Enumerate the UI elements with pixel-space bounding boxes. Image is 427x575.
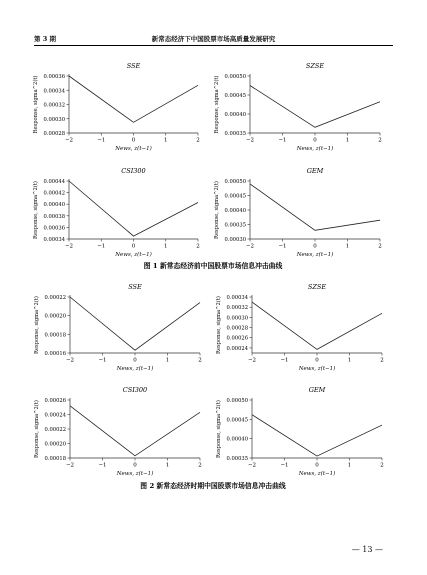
x-tick-label: 1 [345, 137, 350, 144]
x-tick-label: 1 [165, 462, 170, 469]
y-tick-label: 0.00035 [224, 131, 246, 137]
x-tick-label: 0 [315, 357, 319, 364]
series-line [250, 184, 380, 230]
x-tick-label: 1 [345, 243, 350, 250]
x-tick-label: 2 [380, 462, 384, 469]
chart-szse-fig1 [213, 62, 382, 152]
x-tick-label: 0 [133, 357, 137, 364]
y-axis-label: Response, sigma^2(t) [33, 75, 39, 134]
x-tick-label: −2 [65, 357, 75, 364]
y-tick-label: 0.00035 [224, 222, 246, 229]
x-axis-label: News, z(t−1) [116, 366, 154, 372]
x-tick-label: 1 [164, 137, 168, 144]
series-line [250, 86, 380, 128]
y-axis-label: Response, sigma^2(t) [34, 400, 40, 458]
x-tick-label: 1 [347, 462, 352, 469]
x-axis-label: News, z(t−1) [298, 471, 336, 477]
chart-gem-fig2 [215, 386, 384, 477]
x-axis-label: News, z(t−1) [298, 366, 336, 372]
y-tick-label: 0.00034 [226, 295, 248, 301]
x-tick-label: −1 [98, 462, 107, 469]
x-tick-label: −1 [98, 357, 107, 364]
x-tick-label: −1 [280, 357, 289, 364]
x-tick-label: 2 [196, 243, 200, 250]
chart-title: SSE [126, 62, 141, 70]
y-tick-label: 0.00050 [224, 179, 246, 185]
x-tick-label: 1 [164, 243, 168, 250]
y-tick-label: 0.00040 [224, 208, 246, 214]
page-number: — 13 — [351, 545, 383, 554]
y-tick-label: 0.00028 [43, 131, 65, 137]
x-tick-label: −2 [65, 462, 75, 469]
x-tick-label: 2 [378, 243, 382, 250]
y-tick-label: 0.00040 [226, 436, 248, 443]
x-tick-label: −1 [280, 462, 289, 469]
y-tick-label: 0.00045 [224, 93, 246, 99]
chart-sse-fig1 [32, 62, 200, 152]
y-tick-label: 0.00018 [44, 456, 66, 462]
x-tick-label: 2 [198, 462, 202, 469]
series-line [70, 297, 200, 350]
chart-title: SZSE [307, 283, 327, 291]
y-tick-label: 0.00024 [44, 412, 66, 419]
y-tick-label: 0.00030 [224, 237, 246, 243]
y-tick-label: 0.00050 [226, 398, 248, 404]
figure-caption-2: 图 2 新常态经济时期中国股票市场信息冲击曲线 [140, 482, 286, 490]
y-tick-label: 0.00045 [224, 193, 246, 200]
x-tick-label: 0 [313, 137, 317, 144]
y-tick-label: 0.00036 [43, 225, 65, 232]
y-axis-label: Response, sigma^2(t) [214, 75, 220, 134]
y-tick-label: 0.00022 [44, 295, 66, 301]
x-tick-label: −2 [245, 137, 255, 144]
y-axis-label: Response, sigma^2(t) [214, 181, 220, 239]
y-tick-label: 0.00035 [226, 456, 248, 462]
x-tick-label: 2 [378, 137, 382, 144]
y-tick-label: 0.00036 [43, 74, 65, 80]
chart-title: SZSE [305, 62, 325, 70]
x-tick-label: −1 [97, 137, 106, 144]
y-tick-label: 0.00038 [43, 213, 65, 220]
x-tick-label: −1 [97, 243, 106, 250]
y-tick-label: 0.00018 [44, 332, 66, 339]
y-tick-label: 0.00020 [44, 441, 66, 448]
y-tick-label: 0.00028 [226, 325, 248, 332]
chart-gem-fig1 [213, 167, 382, 258]
y-tick-label: 0.00040 [224, 112, 246, 118]
x-tick-label: −2 [64, 243, 74, 250]
chart-title: GEM [308, 386, 326, 394]
x-tick-label: 0 [131, 243, 136, 250]
series-line [69, 76, 198, 122]
y-axis-label: Response, sigma^2(t) [33, 181, 39, 239]
y-tick-label: 0.00026 [44, 398, 66, 404]
x-axis-label: News, z(t−1) [116, 471, 154, 477]
y-tick-label: 0.00024 [226, 345, 248, 352]
x-axis-label: News, z(t−1) [296, 252, 334, 258]
x-tick-label: 1 [347, 357, 352, 364]
x-tick-label: −2 [245, 243, 255, 250]
y-tick-label: 0.00030 [226, 315, 248, 322]
series-line [252, 415, 382, 456]
x-tick-label: −1 [278, 243, 287, 250]
x-tick-label: 0 [133, 462, 137, 469]
y-tick-label: 0.00020 [44, 313, 66, 320]
x-tick-label: −1 [278, 137, 287, 144]
y-tick-label: 0.00034 [43, 237, 65, 243]
x-axis-label: News, z(t−1) [296, 146, 334, 152]
y-tick-label: 0.00045 [226, 417, 248, 424]
x-tick-label: −2 [64, 137, 74, 144]
figure-caption-1: 图 1 新常态经济前中国股票市场信息冲击曲线 [143, 262, 283, 270]
x-tick-label: 0 [313, 243, 317, 250]
y-tick-label: 0.00040 [43, 202, 65, 209]
y-tick-label: 0.00050 [224, 74, 246, 80]
y-tick-label: 0.00034 [43, 88, 65, 95]
chart-title: CSI300 [121, 167, 146, 175]
chart-szse-fig2 [215, 283, 384, 372]
x-tick-label: −2 [247, 462, 257, 469]
x-tick-label: 2 [196, 137, 200, 144]
series-line [69, 181, 198, 236]
series-line [252, 302, 382, 349]
issue-number: 第 3 期 [34, 35, 57, 43]
x-tick-label: −2 [247, 357, 257, 364]
y-tick-label: 0.00016 [44, 351, 66, 357]
x-tick-label: 0 [131, 137, 136, 144]
y-axis-label: Response, sigma^2(t) [216, 296, 222, 354]
chart-title: SSE [128, 283, 142, 291]
y-tick-label: 0.00042 [43, 190, 65, 197]
y-axis-label: Response, sigma^2(t) [216, 400, 222, 458]
y-tick-label: 0.00030 [43, 116, 65, 123]
chart-csi300-fig2 [33, 386, 202, 477]
y-tick-label: 0.00032 [226, 305, 248, 312]
series-line [70, 406, 200, 456]
x-tick-label: 0 [315, 462, 319, 469]
x-axis-label: News, z(t−1) [115, 252, 152, 258]
x-tick-label: 1 [165, 357, 170, 364]
x-tick-label: 2 [198, 357, 202, 364]
x-tick-label: 2 [380, 357, 384, 364]
y-tick-label: 0.00032 [43, 102, 65, 109]
y-tick-label: 0.00026 [226, 335, 248, 342]
y-tick-label: 0.00022 [44, 427, 66, 433]
chart-title: CSI300 [122, 386, 148, 394]
y-axis-label: Response, sigma^2(t) [34, 296, 40, 354]
chart-csi300-fig1 [32, 167, 200, 258]
x-axis-label: News, z(t−1) [115, 146, 152, 152]
chart-sse-fig2 [33, 283, 202, 372]
y-tick-label: 0.00044 [43, 179, 65, 185]
chart-title: GEM [306, 167, 324, 175]
journal-running-title: 新常态经济下中国股票市场高质量发展研究 [151, 35, 276, 43]
